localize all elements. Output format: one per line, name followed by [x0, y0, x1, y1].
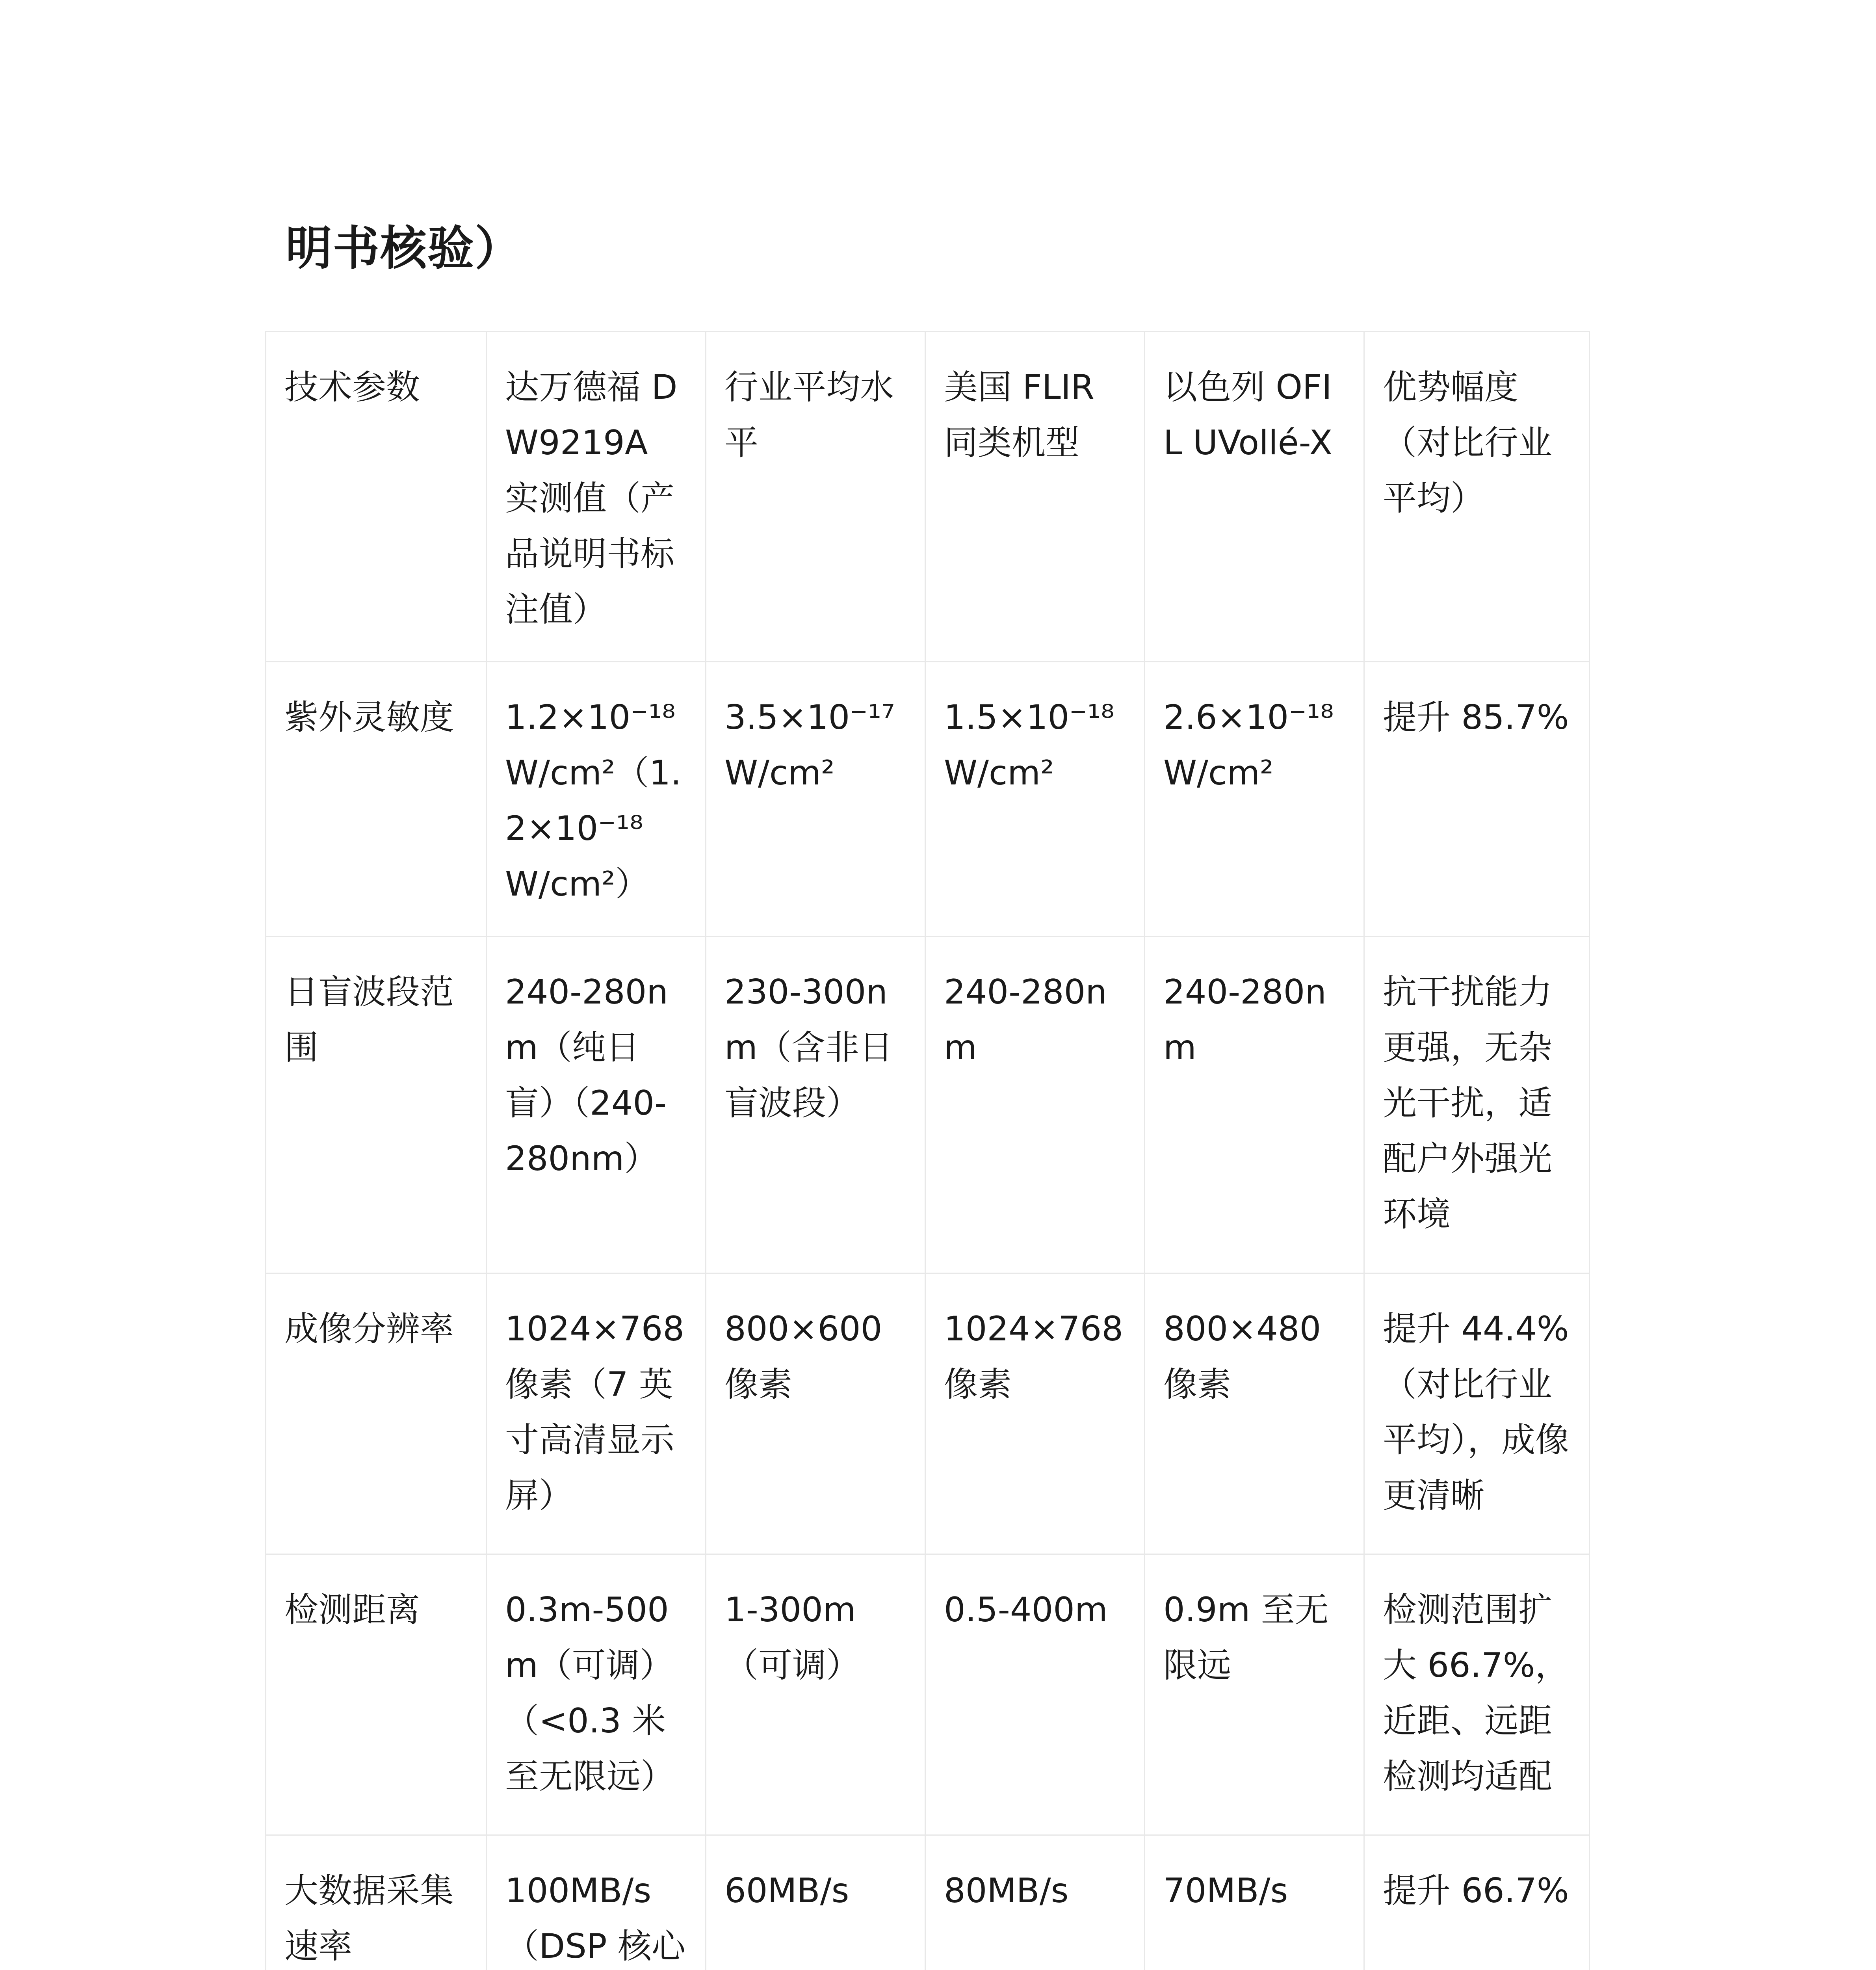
header-cell: 优势幅度（对比行业平均）	[1364, 332, 1590, 662]
table-cell: 提升 66.7%	[1364, 1835, 1590, 1970]
header-cell: 达万德福 DW9219A 实测值（产品说明书标注值）	[487, 332, 706, 662]
table-cell: 3.5×10⁻¹⁷ W/cm²	[706, 662, 925, 937]
header-cell: 以色列 OFIL UVollé-X	[1145, 332, 1364, 662]
table-cell: 1024×768 像素（7 英寸高清显示屏）	[487, 1273, 706, 1554]
table-cell: 提升 85.7%	[1364, 662, 1590, 937]
table-cell: 1-300m（可调）	[706, 1554, 925, 1835]
table-cell: 1.2×10⁻¹⁸ W/cm²（1.2×10⁻¹⁸ W/cm²）	[487, 662, 706, 937]
table-cell: 日盲波段范围	[266, 937, 487, 1273]
header-cell: 美国 FLIR 同类机型	[925, 332, 1145, 662]
page-title: 明书核验）	[286, 221, 522, 275]
table-cell: 0.5-400m	[925, 1554, 1145, 1835]
table-row	[266, 1835, 1590, 1970]
table-cell: 0.9m 至无限远	[1145, 1554, 1364, 1835]
table-cell: 检测距离	[266, 1554, 487, 1835]
table-cell: 70MB/s	[1145, 1835, 1364, 1970]
table-cell: 提升 44.4%（对比行业平均），成像更清晰	[1364, 1273, 1590, 1554]
table-cell: 240-280nm（纯日盲）（240-280nm）	[487, 937, 706, 1273]
table-cell: 800×480 像素	[1145, 1273, 1364, 1554]
table-cell: 检测范围扩大 66.7%，近距、远距检测均适配	[1364, 1554, 1590, 1835]
table-row	[266, 937, 1590, 1273]
comparison-table	[265, 331, 1590, 1970]
table-cell: 大数据采集速率	[266, 1835, 487, 1970]
table-cell: 800×600 像素	[706, 1273, 925, 1554]
table-cell: 100MB/s（DSP 核心	[487, 1835, 706, 1970]
table-cell: 1024×768 像素	[925, 1273, 1145, 1554]
table-row	[266, 1273, 1590, 1554]
table-cell: 240-280nm	[1145, 937, 1364, 1273]
table-cell: 2.6×10⁻¹⁸ W/cm²	[1145, 662, 1364, 937]
table-cell: 成像分辨率	[266, 1273, 487, 1554]
header-cell: 技术参数	[266, 332, 487, 662]
table-header-row	[266, 332, 1590, 662]
table-cell: 紫外灵敏度	[266, 662, 487, 937]
table-cell: 80MB/s	[925, 1835, 1145, 1970]
table-cell: 1.5×10⁻¹⁸ W/cm²	[925, 662, 1145, 937]
table-cell: 230-300nm（含非日盲波段）	[706, 937, 925, 1273]
table-cell: 0.3m-500m（可调）（<0.3 米至无限远）	[487, 1554, 706, 1835]
header-cell: 行业平均水平	[706, 332, 925, 662]
table-cell: 抗干扰能力更强，无杂光干扰，适配户外强光环境	[1364, 937, 1590, 1273]
table-row	[266, 1554, 1590, 1835]
table-cell: 240-280nm	[925, 937, 1145, 1273]
table-row	[266, 662, 1590, 937]
table-cell: 60MB/s	[706, 1835, 925, 1970]
